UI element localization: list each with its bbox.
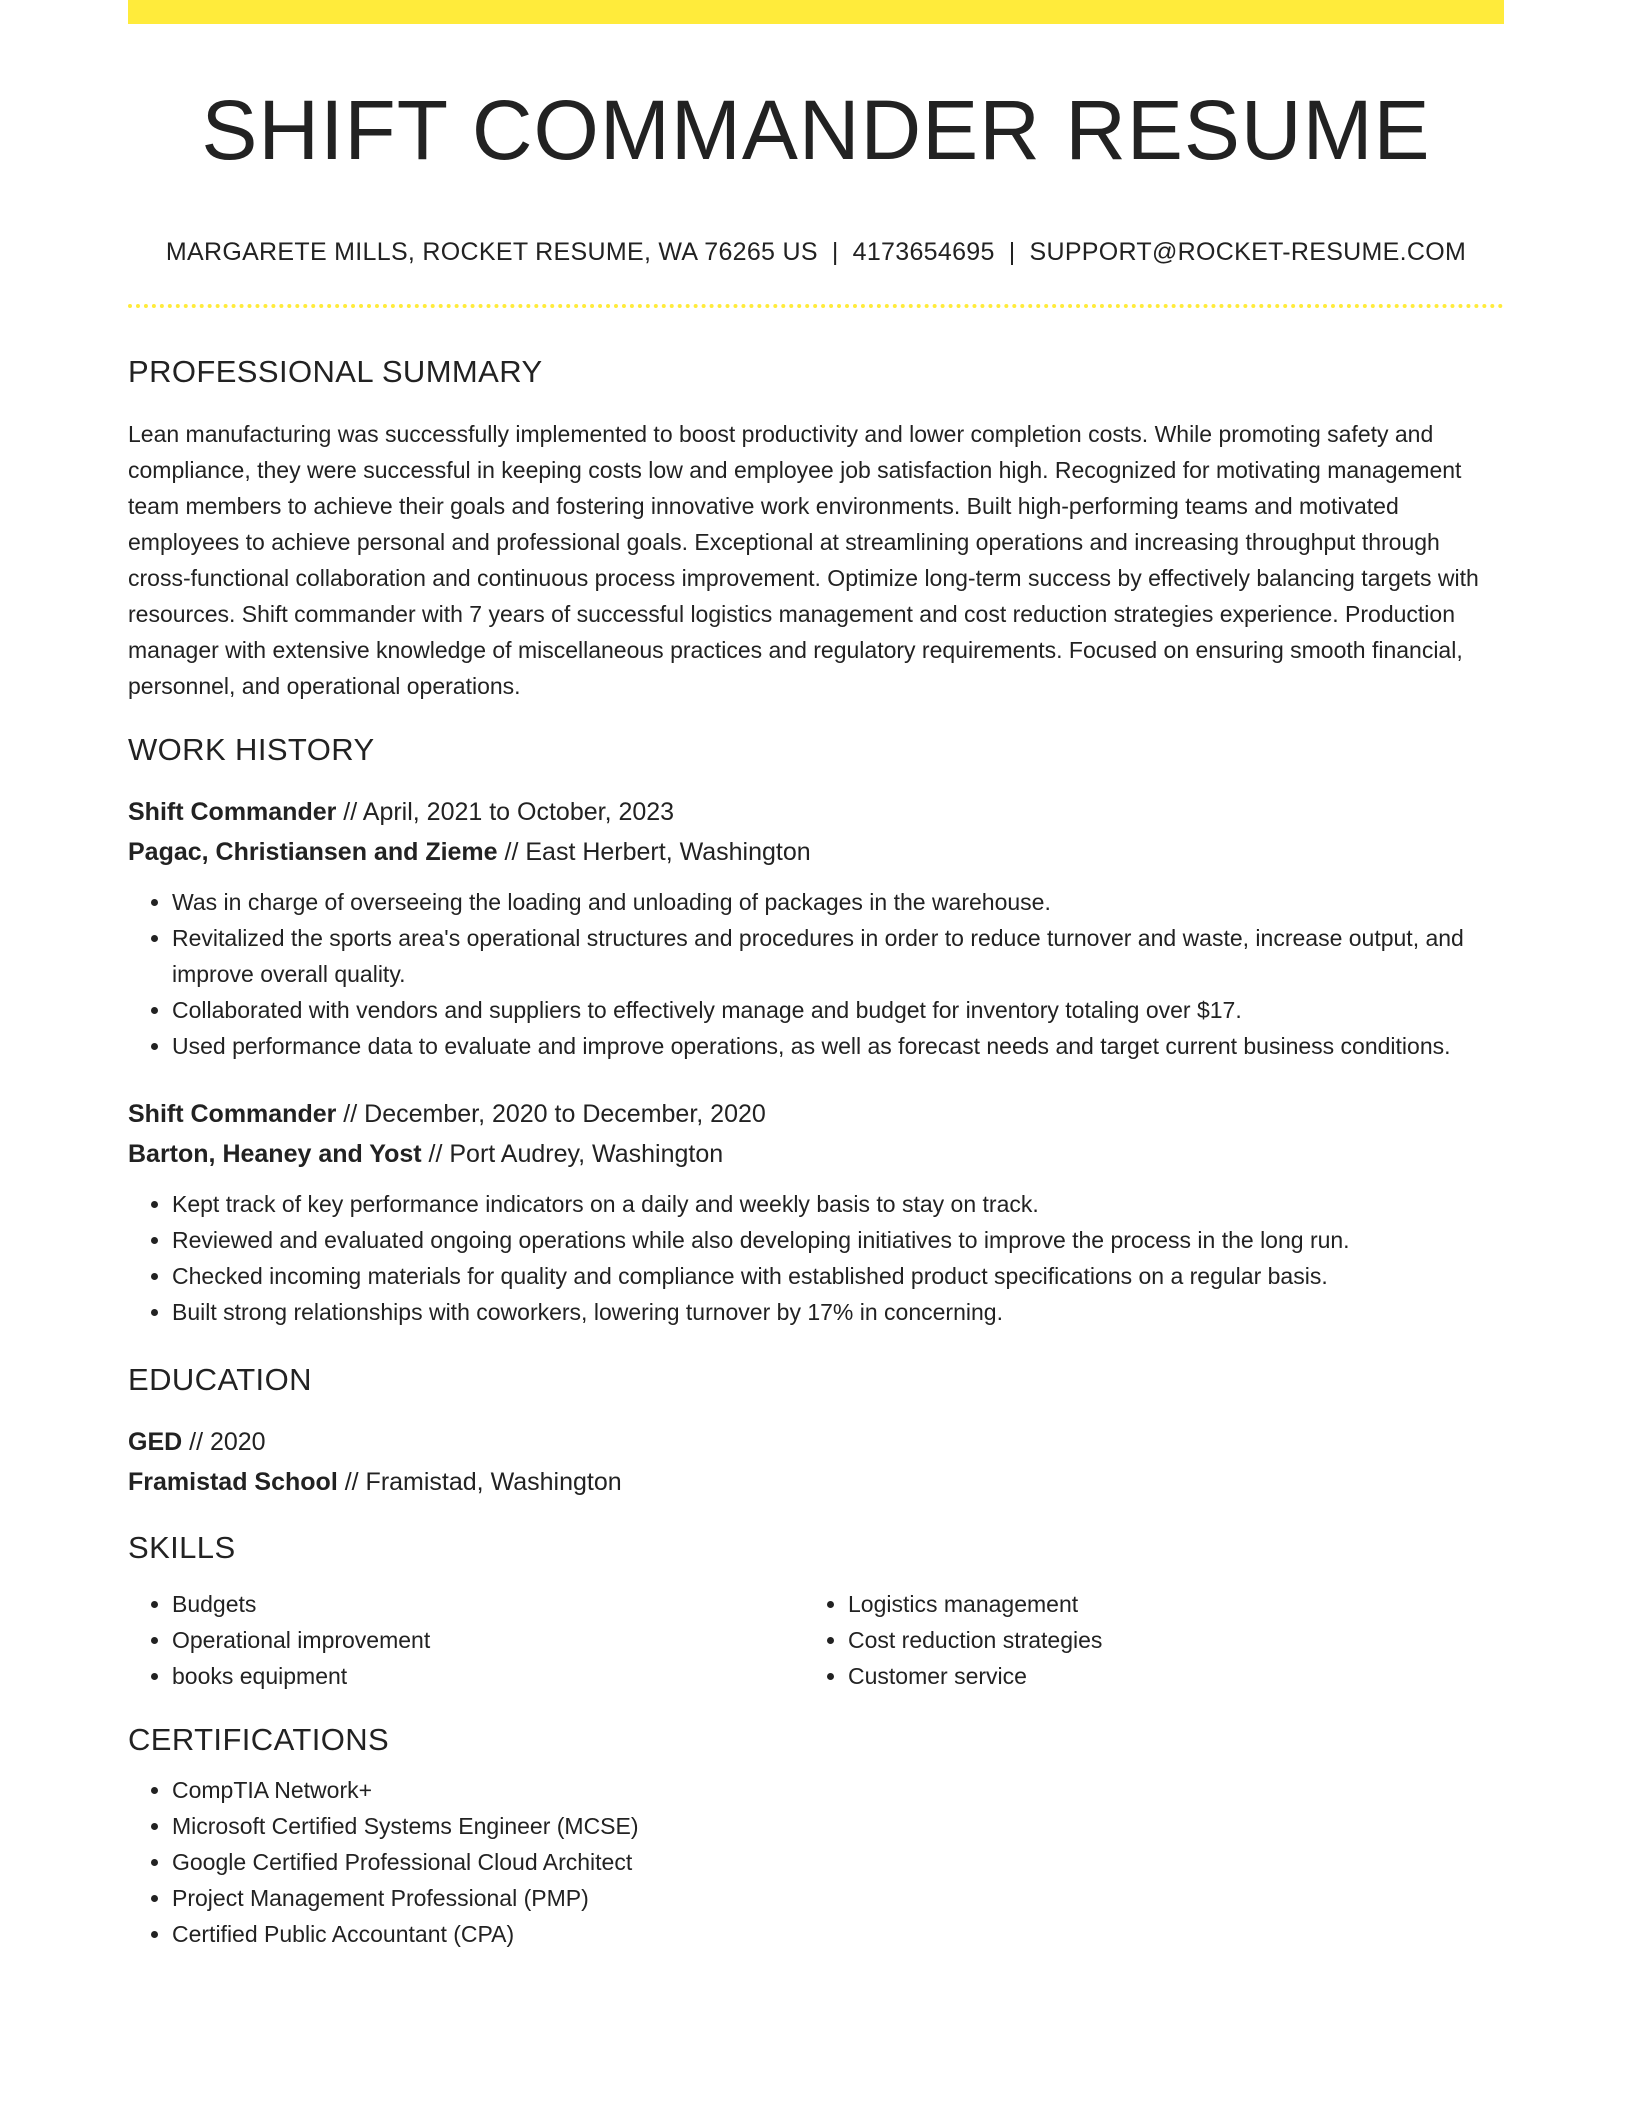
summary-text: Lean manufacturing was successfully implemented to boost productivity and lower completion costs. While promoting safety and compliance, they were successful in keeping costs low and employee job satisfaction high. Recognized for motivating management team members to achieve their goals and fostering innovative work environments. Built high-performing teams and motivated employees to achieve personal and professional goals. Exceptional at streamlining operations and increasing throughput through cross-functional collaboration and continuous process improvement. Optimize long-term success by effectively balancing targets with resources. Shift commander with 7 years of successful logistics management and cost reduction strategies experience. Production manager with extensive knowledge of miscellaneous practices and regulatory requirements. Focused on ensuring smooth financial, personnel, and operational operations. xyxy=(128,421,1479,699)
job-company: Pagac, Christiansen and Zieme xyxy=(128,838,498,866)
education-location: // Framistad, Washington xyxy=(337,1468,622,1496)
top-accent-bar xyxy=(128,0,1504,24)
list-item: • Checked incoming materials for quality and compliance with established product specifications on a regular basis. xyxy=(172,1258,1504,1294)
list-item: • books equipment xyxy=(172,1658,804,1694)
education-school-line xyxy=(128,1462,1504,1502)
skills-grid xyxy=(128,1586,1504,1694)
job-dates: // April, 2021 to October, 2023 xyxy=(336,798,675,826)
skills-column-right xyxy=(804,1586,1480,1694)
contact-separator: | xyxy=(831,238,839,266)
job-dates: // December, 2020 to December, 2020 xyxy=(336,1100,766,1128)
list-item: • Logistics management xyxy=(848,1586,1480,1622)
contact-line xyxy=(128,236,1504,268)
list-item: • Microsoft Certified Systems Engineer (MCSE) xyxy=(172,1808,1504,1844)
skills-list xyxy=(128,1586,804,1694)
job-bullets xyxy=(128,884,1504,1064)
education-degree: GED xyxy=(128,1428,183,1456)
certifications-heading: CERTIFICATIONS xyxy=(128,1722,390,1757)
job-bullets xyxy=(128,1186,1504,1330)
list-item: • Operational improvement xyxy=(172,1622,804,1658)
list-item: • Revitalized the sports area's operational structures and procedures in order to reduce turnover and waste, increase output, and improve overall quality. xyxy=(172,920,1504,992)
list-item: • Reviewed and evaluated ongoing operations while also developing initiatives to improve the process in the long run. xyxy=(172,1222,1504,1258)
list-item: • Used performance data to evaluate and improve operations, as well as forecast needs and target current business conditions. xyxy=(172,1028,1504,1064)
contact-email: SUPPORT@ROCKET-RESUME.COM xyxy=(1029,238,1467,266)
contact-name-address: MARGARETE MILLS, ROCKET RESUME, WA 76265 US xyxy=(165,238,818,266)
list-item: • CompTIA Network+ xyxy=(172,1772,1504,1808)
skills-list xyxy=(804,1586,1480,1694)
contact-phone: 4173654695 xyxy=(852,238,995,266)
job-location: // East Herbert, Washington xyxy=(497,838,811,866)
list-item: • Certified Public Accountant (CPA) xyxy=(172,1916,1504,1952)
list-item: • Cost reduction strategies xyxy=(848,1622,1480,1658)
skills-column-left xyxy=(128,1586,804,1694)
summary-heading: PROFESSIONAL SUMMARY xyxy=(128,354,543,389)
job-company-line xyxy=(128,1134,1504,1174)
work-history-heading: WORK HISTORY xyxy=(128,732,375,767)
list-item: • Kept track of key performance indicators on a daily and weekly basis to stay on track. xyxy=(172,1186,1504,1222)
education-heading: EDUCATION xyxy=(128,1362,312,1397)
list-item: • Collaborated with vendors and suppliers to effectively manage and budget for inventory totaling over $17. xyxy=(172,992,1504,1028)
education-degree-line xyxy=(128,1422,1504,1462)
job-title: Shift Commander xyxy=(128,1100,337,1128)
list-item: • Customer service xyxy=(848,1658,1480,1694)
list-item: • Budgets xyxy=(172,1586,804,1622)
job-entry xyxy=(128,1094,1504,1330)
job-entry xyxy=(128,792,1504,1064)
list-item: • Google Certified Professional Cloud Architect xyxy=(172,1844,1504,1880)
resume-page xyxy=(128,0,1504,1952)
job-company: Barton, Heaney and Yost xyxy=(128,1140,422,1168)
job-title: Shift Commander xyxy=(128,798,337,826)
job-company-line xyxy=(128,832,1504,872)
list-item: • Was in charge of overseeing the loading and unloading of packages in the warehouse. xyxy=(172,884,1504,920)
education-school: Framistad School xyxy=(128,1468,338,1496)
list-item: • Project Management Professional (PMP) xyxy=(172,1880,1504,1916)
page-title: SHIFT COMMANDER RESUME xyxy=(201,83,1431,177)
header-divider xyxy=(128,304,1504,308)
job-title-line xyxy=(128,792,1504,832)
job-location: // Port Audrey, Washington xyxy=(421,1140,724,1168)
job-title-line xyxy=(128,1094,1504,1134)
list-item: • Built strong relationships with coworkers, lowering turnover by 17% in concerning. xyxy=(172,1294,1504,1330)
certifications-list xyxy=(128,1772,1504,1952)
education-year: // 2020 xyxy=(182,1428,266,1456)
contact-separator: | xyxy=(1008,238,1016,266)
skills-heading: SKILLS xyxy=(128,1530,236,1565)
